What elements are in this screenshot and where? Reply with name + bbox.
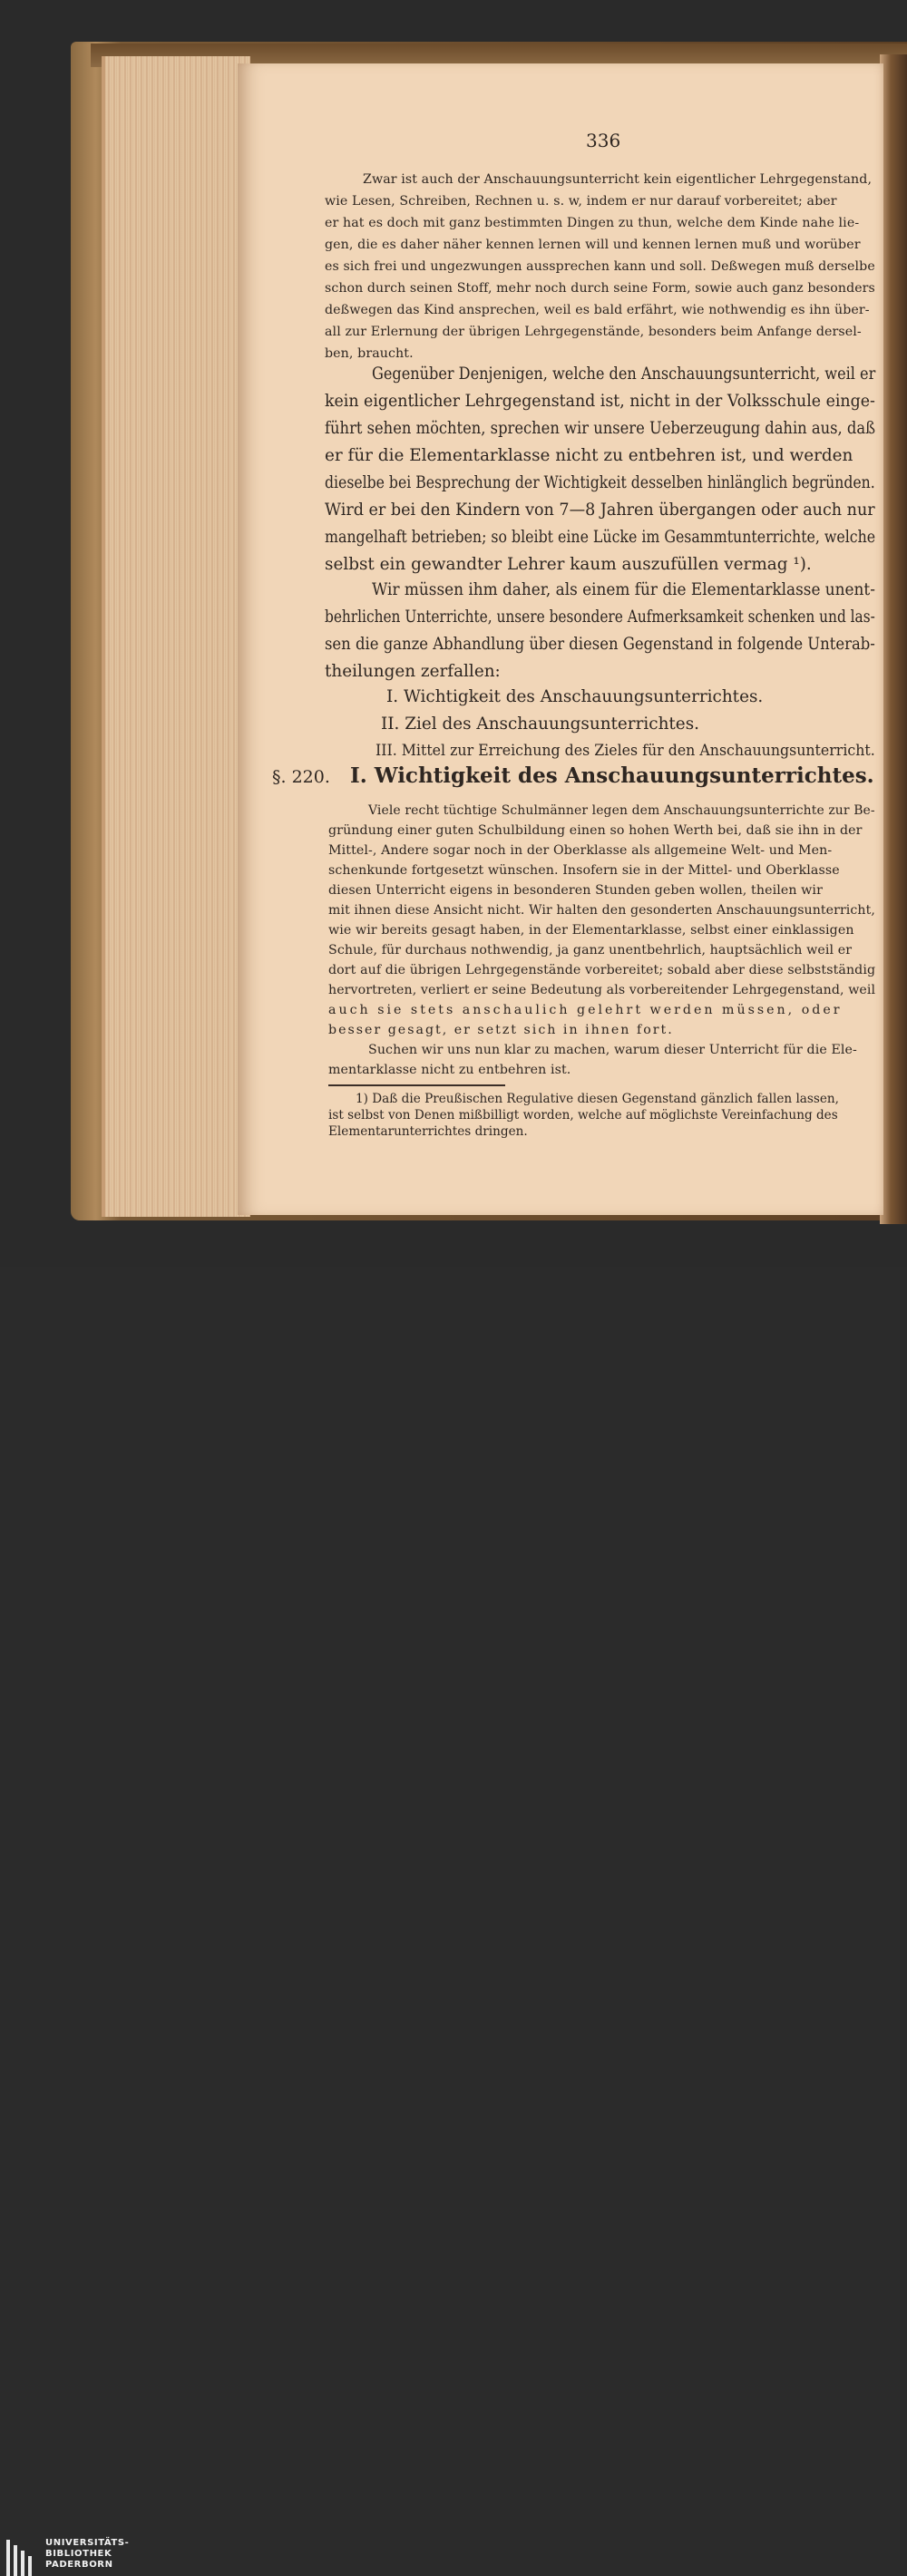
para1-line: wie Lesen, Schreiben, Rechnen u. s. w, indem er nur darauf vorbereitet; aber	[325, 194, 837, 209]
footnote-line: 1) Daß die Preußischen Regulative diesen Gegenstand gänzlich fallen lassen,	[356, 1092, 839, 1106]
para3-line: Wir müssen ihm daher, als einem für die Elementarklasse unent-	[372, 580, 875, 599]
para4-line: schenkunde fortgesetzt wünschen. Insofern sie in der Mittel- und Oberklasse	[328, 863, 840, 878]
para5-line: mentarklasse nicht zu entbehren ist.	[328, 1063, 571, 1077]
right-cover-edge	[880, 54, 907, 1224]
footnote-rule	[328, 1084, 505, 1086]
para2-line: führt sehen möchten, sprechen wir unsere Ueberzeugung dahin aus, daß	[325, 419, 876, 438]
para1-line: schon durch seinen Stoff, mehr noch durch seine Form, sowie auch ganz besonders	[325, 281, 875, 296]
para4-line: Schule, für durchaus nothwendig, ja ganz unentbehrlich, hauptsächlich weil er	[328, 943, 853, 957]
library-footer	[0, 1267, 907, 2570]
para2-line: Gegenüber Denjenigen, welche den Anschauungsunterricht, weil er	[372, 365, 876, 384]
para4-line: hervortreten, verliert er seine Bedeutung als vorbereitender Lehrgegenstand, weil	[328, 983, 876, 997]
library-name-line3: PADERBORN	[45, 2560, 113, 2570]
para4-line: Viele recht tüchtige Schulmänner legen dem Anschauungsunterrichte zur Be-	[368, 803, 875, 818]
para1-line: er hat es doch mit ganz bestimmten Dingen zu thun, welche dem Kinde nahe lie-	[325, 216, 860, 230]
para4-line: diesen Unterricht eigens in besonderen Stunden geben wollen, theilen wir	[328, 883, 823, 898]
para2-line: er für die Elementarklasse nicht zu entbehren ist, und werden	[325, 446, 853, 465]
para1-line: es sich frei und ungezwungen aussprechen kann und soll. Deßwegen muß derselbe	[325, 259, 875, 274]
page-edges	[102, 56, 250, 1217]
para3-line: sen die ganze Abhandlung über diesen Gegenstand in folgende Unterab-	[325, 635, 875, 654]
para1-line: gen, die es daher näher kennen lernen will und kennen lernen muß und worüber	[325, 238, 861, 252]
para4-line: Mittel-, Andere sogar noch in der Oberklasse als allgemeine Welt- und Men-	[328, 843, 833, 858]
library-name-line2: BIBLIOTHEK	[45, 2549, 112, 2559]
para1-line: Zwar ist auch der Anschauungsunterricht kein eigentlicher Lehrgegenstand,	[363, 172, 873, 187]
para4-line: mit ihnen diese Ansicht nicht. Wir halten den gesonderten Anschauungsunterricht,	[328, 903, 875, 918]
para4-line: besser gesagt, er setzt sich in ihnen fort.	[328, 1023, 674, 1037]
para3-line: theilungen zerfallen:	[325, 662, 501, 681]
para2-line: selbst ein gewandter Lehrer kaum auszufüllen vermag ¹).	[325, 555, 812, 574]
para4-line: gründung einer guten Schulbildung einen so hohen Werth bei, daß sie ihn in der	[328, 823, 863, 838]
para1-line: ben, braucht.	[325, 346, 414, 361]
para3-line: behrlichen Unterrichte, unsere besondere Aufmerksamkeit schenken und las-	[325, 608, 875, 627]
para1-line: all zur Erlernung der übrigen Lehrgegenstände, besonders beim Anfange dersel-	[325, 325, 862, 339]
outline-item: II. Ziel des Anschauungsunterrichtes.	[381, 714, 699, 734]
library-name-line1: UNIVERSITÄTS-	[45, 2538, 130, 2548]
para2-line: dieselbe bei Besprechung der Wichtigkeit desselben hinlänglich begründen.	[325, 473, 875, 492]
outline-item: III. Mittel zur Erreichung des Zieles für den Anschauungsunterricht.	[375, 742, 875, 760]
section-number: §. 220.	[272, 767, 330, 787]
para2-line: kein eigentlicher Lehrgegenstand ist, nicht in der Volksschule einge-	[325, 392, 875, 411]
footnote-line: ist selbst von Denen mißbilligt worden, welche auf möglichste Vereinfachung des	[328, 1108, 838, 1123]
para4-line: dort auf die übrigen Lehrgegenstände vorbereitet; sobald aber diese selbstständig	[328, 963, 876, 977]
para5-line: Suchen wir uns nun klar zu machen, warum dieser Unterricht für die Ele-	[368, 1043, 857, 1057]
para2-line: Wird er bei den Kindern von 7—8 Jahren übergangen oder auch nur	[325, 501, 875, 520]
para2-line: mangelhaft betrieben; so bleibt eine Lücke im Gesammtunterrichte, welche	[325, 528, 876, 547]
section-heading: I. Wichtigkeit des Anschauungsunterrichtes.	[350, 763, 874, 788]
page-number: 336	[586, 130, 621, 151]
footnote-line: Elementarunterrichtes dringen.	[328, 1124, 528, 1139]
outline-item: I. Wichtigkeit des Anschauungsunterrichtes.	[386, 687, 764, 706]
para4-line: wie wir bereits gesagt haben, in der Elementarklasse, selbst einer einklassigen	[328, 923, 854, 938]
book-scan	[0, 0, 907, 1267]
para4-line: auch sie stets anschaulich gelehrt werden müssen, oder	[328, 1003, 843, 1017]
library-logo-icon	[6, 2540, 37, 2576]
para1-line: deßwegen das Kind ansprechen, weil es bald erfährt, wie nothwendig es ihn über-	[325, 303, 870, 317]
